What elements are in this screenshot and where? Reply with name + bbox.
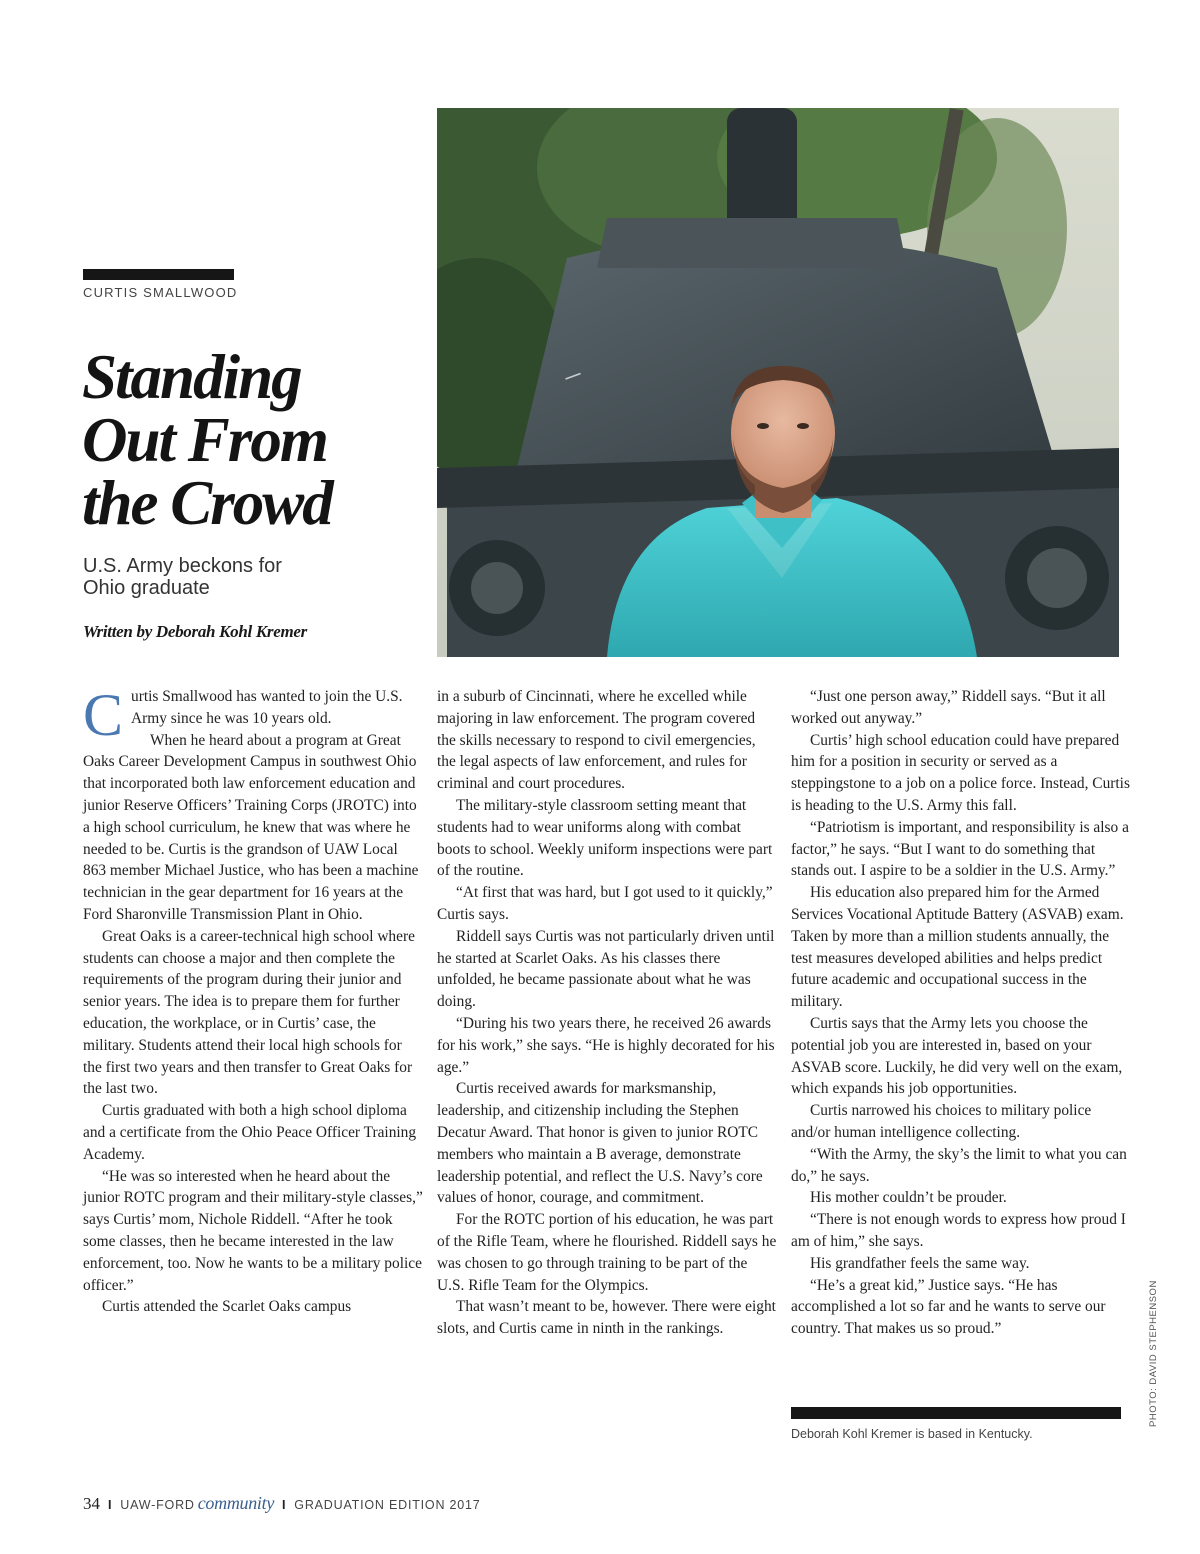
article-column-1 (83, 682, 423, 1318)
paragraph-text: urtis Smallwood has wanted to join the U.S. Army since he was 10 years old. (131, 688, 403, 727)
paragraph: Curtis narrowed his choices to military police and/or human intelligence collecting. (791, 1102, 1092, 1141)
subheadline (83, 555, 403, 599)
publication-name: community (197, 1493, 275, 1513)
paragraph: Curtis attended the Scarlet Oaks campus (102, 1298, 352, 1316)
paragraph: Curtis graduated with both a high school diploma and a certificate from the Ohio Peace Officer Training Academy. (83, 1102, 417, 1163)
paragraph: His mother couldn’t be prouder. (810, 1189, 1007, 1207)
paragraph: “He’s a great kid,” Justice says. “He has accomplished a lot so far and he wants to serve our country. That makes us so proud.” (791, 1276, 1106, 1338)
paragraph: That wasn’t meant to be, however. There were eight slots, and Curtis came in ninth in the rankings. (437, 1298, 776, 1338)
paragraph: “With the Army, the sky’s the limit to what you can do,” he says. (791, 1145, 1127, 1185)
edition: GRADUATION EDITION 2017 (294, 1498, 481, 1512)
paragraph: The military-style classroom setting meant that students had to wear uniforms along with combat boots to school. Weekly uniform inspections were part of the routine. (437, 796, 773, 880)
paragraph: “Just one person away,” Riddell says. “But it all worked out anyway.” (791, 688, 1106, 727)
article-column-2 (437, 686, 777, 1340)
paragraph: in a suburb of Cincinnati, where he excelled while majoring in law enforcement. The program covered the skills necessary to respond to civil emergencies, the legal aspects of law enforcement, and rules for criminal and court procedures. (437, 688, 756, 793)
paragraph: His grandfather feels the same way. (810, 1254, 1030, 1272)
headline-line: Standing (82, 342, 301, 412)
paragraph: Great Oaks is a career-technical high school where students can choose a major and then complete the requirements of the program during their junior and senior years. The idea is to prepare them for further education, the workplace, or in Curtis’ case, the military. Students attend their local high schools for the first two years and then transfer to Great Oaks for the last two. (83, 927, 415, 1098)
article-column-3 (791, 686, 1131, 1340)
subheadline-line: Ohio graduate (83, 577, 210, 599)
publication-prefix: UAW-FORD (120, 1498, 195, 1512)
paragraph: Curtis’ high school education could have prepared him for a position in security or served as a steppingstone to a job on a police force. Instead, Curtis is heading to the U.S. Army this fall. (791, 731, 1130, 814)
drop-cap: C (83, 682, 124, 748)
kicker-rule (83, 269, 234, 280)
headline-line: the Crowd (82, 468, 332, 538)
svg-text:—: — (562, 365, 584, 387)
footer-separator: I (108, 1498, 113, 1512)
paragraph: “At first that was hard, but I got used to it quickly,” Curtis says. (437, 884, 773, 923)
paragraph: For the ROTC portion of his education, he was part of the Rifle Team, where he flourished. Riddell says he was chosen to go through training to be part of the U.S. Rifle Team for the Olympics. (437, 1211, 777, 1294)
end-rule (791, 1407, 1121, 1419)
paragraph: “During his two years there, he received 26 awards for his work,” she says. “He is highly decorated for his age.” (437, 1014, 775, 1076)
page-footer (83, 1493, 481, 1514)
page-number: 34 (83, 1494, 100, 1513)
photo-credit: PHOTO: DAVID STEPHENSON (1148, 1280, 1159, 1427)
footer-separator: I (282, 1498, 287, 1512)
paragraph: When he heard about a program at Great Oaks Career Development Campus in southwest Ohio that incorporated both law enforcement education and junior Reserve Officers’ Training Corps (JROTC) into a high school curriculum, he knew that was where he needed to be. Curtis is the grandson of UAW Local 863 member Michael Justice, who has been a machine technician in the gear department for 16 years at the Ford Sharonville Transmission Plant in Ohio. (83, 731, 419, 923)
article-photo (437, 108, 1119, 657)
paragraph: Curtis received awards for marksmanship, leadership, and citizenship including the Stephen Decatur Award. That honor is given to junior ROTC members who maintain a B average, demonstrate leadership potential, and reflect the U.S. Navy’s core values of honor, courage, and commitment. (437, 1080, 763, 1207)
paragraph (83, 682, 423, 748)
author-bio: Deborah Kohl Kremer is based in Kentucky. (791, 1427, 1033, 1441)
paragraph: “Patriotism is important, and responsibility is also a factor,” he says. “But I want to do something that stands out. I aspire to be a soldier in the U.S. Army.” (791, 818, 1129, 880)
photo-soldier-with-tank (437, 108, 1119, 657)
paragraph: His education also prepared him for the Armed Services Vocational Aptitude Battery (ASVAB) exam. Taken by more than a million students annually, the test measures developed abilities and helps predict future academic and occupational success in the military. (791, 884, 1124, 1011)
headline-line: Out From (82, 405, 327, 475)
subheadline-line: U.S. Army beckons for (83, 555, 282, 577)
paragraph: “There is not enough words to express how proud I am of him,” she says. (791, 1211, 1126, 1250)
paragraph: Riddell says Curtis was not particularly driven until he started at Scarlet Oaks. As his classes there unfolded, he became passionate about what he was doing. (437, 927, 775, 1011)
byline: Written by Deborah Kohl Kremer (83, 622, 307, 641)
paragraph: “He was so interested when he heard about the junior ROTC program and their military-style classes,” says Curtis’ mom, Nichole Riddell. “After he took some classes, then he became interested in the law enforcement, too. Now he wants to be a military police officer.” (83, 1167, 423, 1294)
kicker: CURTIS SMALLWOOD (83, 285, 238, 300)
headline (82, 342, 432, 538)
paragraph: Curtis says that the Army lets you choose the potential job you are interested in, based on your ASVAB score. Luckily, he did very well on the exam, which expands his job opportunities. (791, 1014, 1123, 1098)
